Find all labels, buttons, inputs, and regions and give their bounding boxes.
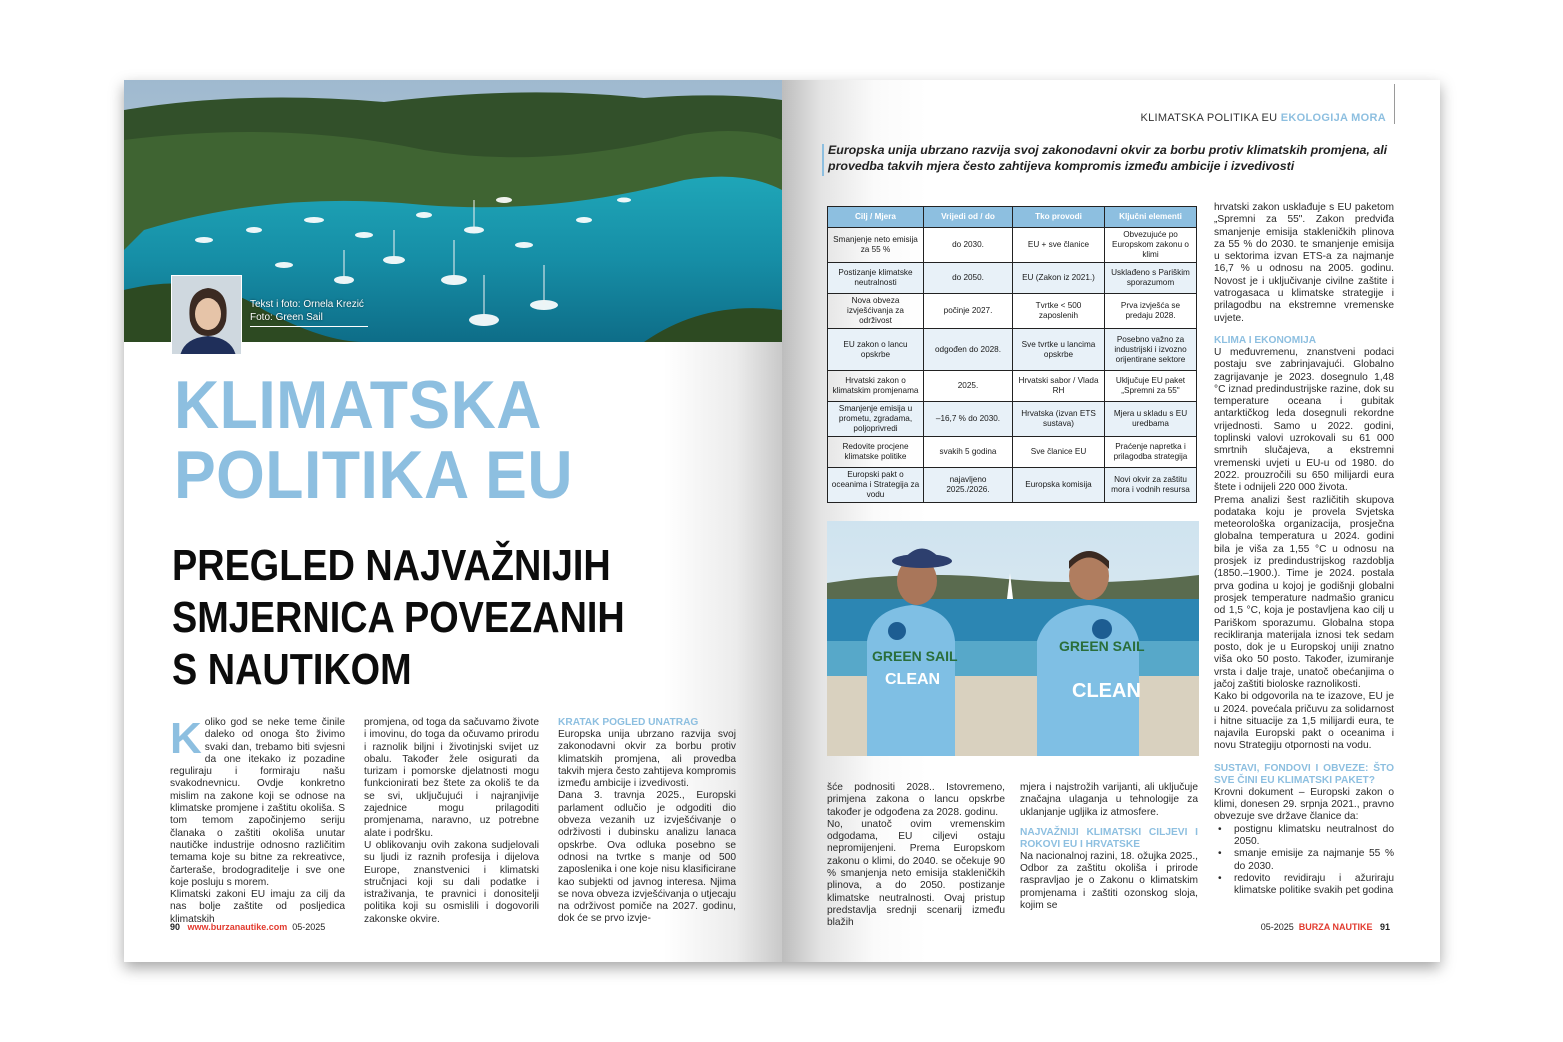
table-cell: Hrvatski zakon o klimatskim promjenama [828,371,924,402]
section-heading: SUSTAVI, FONDOVI I OBVEZE: ŠTO SVE ČINI EU KLIMATSKI PAKET? [1214,762,1394,786]
list-item: • smanje emisije za najmanje 55 % do 2030. [1214,848,1394,873]
table-header-cell: Ključni elementi [1105,207,1197,228]
subhead-line-3: S NAUTIKOM [172,645,412,694]
paragraph: Prema analizi šest različitih skupova podataka koju je provela Svjetska meteorološka organizacija, prosječna globalna temperatura u 2024. godini bila je viša za 1,55 °C u odnosu na prosjek iz predindustrijskog razdoblja (1850.–1900.). Time je 2024. postala prva godina u kojoj je godišnji globalni prosjek temperature nadmašio granicu od 1,5 °C, koja je postavljena kao cilj u Pariškom sporazumu. Globalna stopa recikliranja materijala iznosi tek sedam posto, dok je u Europskoj uniji znatno viša oko 50 posto. Također, izumiranje vrsta i dalje traje, unatoč obećanjima o jačoj zaštiti bioloske raznolikosti. [1214,494,1394,690]
paragraph: Europska unija ubrzano razvija svoj zakonodavni okvir za borbu protiv klimatskih promjena, ali provedba takvih mjera često zahtijeva kompromis između ambicije i izvedivosti. [558,729,736,790]
subhead-line-1: PREGLED NAJVAŽNIJIH [172,541,611,590]
page-footer-right [1261,922,1390,932]
table-cell: svakih 5 godina [924,437,1013,468]
lede-text: Europska unija ubrzano razvija svoj zakonodavni okvir za borbu protiv klimatskih promjena, ali provedba takvih mjera često zahtijeva kompromis između ambicije i izvedivosti [828,143,1388,173]
left-page [124,80,782,962]
table-cell: Smanjenje emisija u prometu, zgradama, poljoprivredi [828,402,924,437]
paragraph: mjera i najstrožih varijanti, ali uključuje značajna ulaganja u tehnologije za uklanjanje ugljika iz atmosfere. [1020,782,1198,818]
credit-photo-source: Foto: Green Sail [250,312,323,323]
table-cell: EU + sve članice [1013,228,1105,263]
lede-accent-bar [822,144,824,176]
table-row [828,294,1197,329]
paragraph: hrvatski zakon usklađuje s EU paketom „Spremni za 55". Zakon predviđa smanjenje emisija stakleničkih plinova za 55 % do 2030. te smanjenje emisija u sektorima izvan ETS-a za najmanje 16,7 % u odnosu na 2005. godinu. Novost je i uključivanje civilne zaštite i vatrogasaca u klimatske strategije i prilagodbu na ekstremne vremenske uvjete. [1214,202,1394,324]
drop-cap: K [170,714,202,763]
article-column-4 [827,782,1005,930]
page-footer-left [170,922,325,932]
article-column-5 [1020,782,1198,912]
table-cell: Sve tvrtke u lancima opskrbe [1013,329,1105,371]
paragraph: oliko god se neke teme činile daleko od onoga što živimo svaki dan, trebamo biti svjesni da one itekako iz pozadine reguliraju i formiraju našu svakodnevnicu. Ovdje konkretno mislim na zakone koji se odnose na klimatske promjene i zaštitu okoliša. S tom temom započinjemo seriju članaka o zaštiti okoliša unutar nautičke industrije odnosno različitim temama koje su bitne za rekreativce, čarteraše, brodograditelje i sve one koje posluju s morem. [170,717,345,888]
running-head-section: KLIMATSKA POLITIKA EU [1140,112,1278,124]
table-header-cell: Vrijedi od / do [924,207,1013,228]
table-cell: odgođen do 2028. [924,329,1013,371]
paragraph: Dana 3. travnja 2025., Europski parlament odlučio je odgoditi dio obveza vezanih uz izvješćivanje o održivosti i dubinsku analizu lanaca opskrbe. Ova odluka posebno se odnosi na tvrtke s manje od 500 zaposlenika i one koje nisu klasificirane kao subjekti od javnog interesa. Njima se nova obveza izvješćivanja o utjecaju na održivost pomiče na 2027. godinu, dok će se prvo izvje- [558,790,736,925]
table-header-row [828,207,1197,228]
shirt-logo-text: GREEN SAIL [872,648,958,664]
table-cell: počinje 2027. [924,294,1013,329]
table-cell: Redovite procjene klimatske politike [828,437,924,468]
table-row [828,263,1197,294]
paragraph: Kako bi odgovorila na te izazove, EU je u 2024. povećala pričuvu za solidarnost i hitne situacije za 1,5 milijardi eura, te najavila Europski pakt o oceanima i novu Strategiju otpornosti na vodu. [1214,691,1394,752]
running-head-category: EKOLOGIJA MORA [1280,112,1386,124]
table-header-cell: Cilj / Mjera [828,207,924,228]
paragraph: promjena, od toga da sačuvamo živote i imovinu, do toga da očuvamo prirodu i raznolik biljni i životinjski svijet uz obalu. Također žele osigurati da turizam i pomorske djelatnosti mogu funkcionirati bez štete za okoliš te da se svi, uključujući i najranjivije zajednice mogu prilagoditi promjenama, naravno, uz potrebne alate i podršku. [364,717,539,839]
section-heading: NAJVAŽNIJI KLIMATSKI CILJEVI I ROKOVI EU I HRVATSKE [1020,826,1198,850]
table-cell: do 2030. [924,228,1013,263]
article-column-2 [364,717,539,926]
list-item: • postignu klimatsku neutralnost do 2050. [1214,824,1394,849]
table-cell: Europska komisija [1013,468,1105,503]
page-number: 91 [1379,922,1390,932]
article-column-1 [170,714,345,926]
website-url[interactable]: www.burzanautike.com [187,922,288,932]
subhead-line-2: SMJERNICA POVEZANIH [172,593,625,642]
table-cell: Smanjenje neto emisija za 55 % [828,228,924,263]
table-cell: Praćenje napretka i prilagodba strategija [1105,437,1197,468]
paragraph: Na nacionalnoj razini, 18. ožujka 2025., Odbor za zaštitu okoliša i prirode raspravljao je o Zakonu o klimatskim promjenama i zaštiti ozonskog sloja, kojim se [1020,850,1198,912]
table-cell: Nova obveza izvješćivanja za održivost [828,294,924,329]
table-row [828,228,1197,263]
table-cell: 2025. [924,371,1013,402]
table-cell: do 2050. [924,263,1013,294]
article-column-3 [558,717,736,926]
climate-goals-table [827,206,1197,503]
table-header-cell: Tko provodi [1013,207,1105,228]
headline-line-1: KLIMATSKA [174,367,542,443]
table-row [828,329,1197,371]
magazine-spread [124,80,1440,962]
bullet-list [1214,824,1394,898]
running-head-rule [1394,84,1395,124]
table-cell: EU (Zakon iz 2021.) [1013,263,1105,294]
table-cell: Sve članice EU [1013,437,1105,468]
headline-sub [172,540,625,696]
table-cell: Uključuje EU paket „Spremni za 55" [1105,371,1197,402]
shirt-logo-text: GREEN SAIL [1059,638,1145,654]
page-number: 90 [170,922,181,932]
article-column-6 [1214,202,1394,897]
photo-credits [250,298,364,324]
magazine-name: BURZA NAUTIKE [1298,922,1373,932]
paragraph: U međuvremenu, znanstveni podaci postaju sve zabrinjavajući. Globalno zagrijavanje je 2023. dosegnulo 1,48 °C iznad predindustrijske razine, dok su temperature oceana i gubitak antarktičkog leda dosegnuli rekordne vrijednosti. Samo u 2022. godini, toplinski valovi uzrokovali su 61 000 smrtnih slučajeva, a ekstremni vremenski uvjeti u EU-u od 1980. do 2022. prouzročili su 650 milijardi eura štete i odnijeli 220 000 života. [1214,346,1394,494]
paragraph: Klimatski zakoni EU imaju za cilj da nas bolje zaštite od posljedica klimatskih [170,889,345,925]
issue-number: 05-2025 [292,922,326,932]
issue-number: 05-2025 [1260,922,1294,932]
section-heading: KRATAK POGLED UNATRAG [558,717,699,728]
table-cell: Usklađeno s Pariškim sporazumom [1105,263,1197,294]
table-cell: Tvrtke < 500 zaposlenih [1013,294,1105,329]
table-cell: Hrvatski sabor / Vlada RH [1013,371,1105,402]
table-cell: Obvezujuće po Europskom zakonu o klimi [1105,228,1197,263]
table-cell: Novi okvir za zaštitu mora i vodnih resursa [1105,468,1197,503]
table-row [828,371,1197,402]
table-cell: –16,7 % do 2030. [924,402,1013,437]
green-sail-photo [827,521,1199,756]
credit-text-author: Tekst i foto: Ornela Krezić [250,299,364,310]
running-head [1140,112,1386,124]
credits-divider [250,326,368,327]
author-portrait [171,275,242,355]
headline-line-2: POLITIKA EU [174,437,573,513]
table-cell: Postizanje klimatske neutralnosti [828,263,924,294]
table-row [828,402,1197,437]
headline-main [174,367,573,513]
shirt-slogan-text: CLEAN [885,671,941,688]
table-cell: Europski pakt o oceanima i Strategija za vodu [828,468,924,503]
table-cell: Hrvatska (izvan ETS sustava) [1013,402,1105,437]
paragraph: šće podnositi 2028.. Istovremeno, primjena zakona o lancu opskrbe također je odgođena za 2028. godinu. [827,782,1005,818]
paragraph: No, unatoč ovim vremenskim odgodama, EU ciljevi ostaju nepromijenjeni. Prema Europskom zakonu o klimi, do 2040. se očekuje 90 % smanjenja neto emisija stakleničkih plinova, a do 2050. postizanje klimatske neutralnosti. Ovaj pristup predstavlja srednji scenarij između blažih [827,818,1005,929]
table-cell: Prva izvješća se predaju 2028. [1105,294,1197,329]
list-item: • redovito revidiraju i ažuriraju klimatske politike svakih pet godina [1214,873,1394,898]
section-heading: KLIMA I EKONOMIJA [1214,334,1317,346]
table-cell: Posebno važno za industrijski i izvozno orijentirane sektore [1105,329,1197,371]
table-row [828,468,1197,503]
paragraph: Krovni dokument – Europski zakon o klimi, donesen 29. srpnja 2021., pravno obvezuje sve države članice da: [1214,786,1394,823]
paragraph: U oblikovanju ovih zakona sudjelovali su ljudi iz raznih profesija i dijelova Europe, znanstvenici i klimatski stručnjaci koji su dali podatke i istraživanja, te pravnici i donositelji politika koji su osmislili i dogovorili zakonske okvire. [364,839,539,925]
table-cell: EU zakon o lancu opskrbe [828,329,924,371]
shirt-slogan-text: CLEAN [1072,680,1141,702]
right-page [782,80,1440,962]
table-cell: najavljeno 2025./2026. [924,468,1013,503]
table-row [828,437,1197,468]
table-cell: Mjera u skladu s EU uredbama [1105,402,1197,437]
